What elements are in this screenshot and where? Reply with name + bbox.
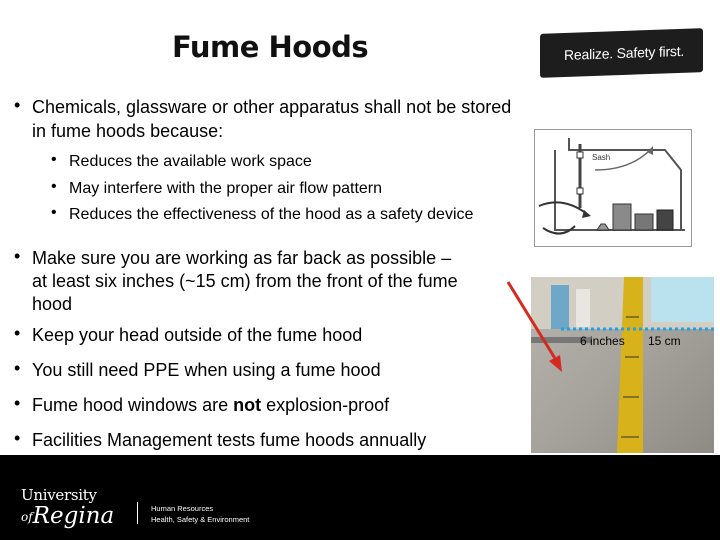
bullet-4: You still need PPE when using a fume hood <box>32 360 381 380</box>
bullet-3: Keep your head outside of the fume hood <box>32 325 363 345</box>
bullet-glyph: • <box>14 358 21 378</box>
sash-label: Sash <box>592 153 611 162</box>
dept-line-2: Health, Safety & Environment <box>151 515 250 524</box>
bullet-2-line-3: hood <box>32 294 73 314</box>
sub-bullet-1: Reduces the available work space <box>69 153 312 170</box>
fume-hood-diagram <box>534 129 692 247</box>
logo-regina: Regina <box>32 503 115 529</box>
red-arrow-pointer <box>500 278 570 378</box>
department-label <box>151 503 249 525</box>
logo-of: of <box>21 510 33 524</box>
bullet-1-line-1: Chemicals, glassware or other apparatus shall not be stored <box>32 97 512 117</box>
bullet-glyph: • <box>14 428 21 448</box>
tagline-text: Realize. Safety first. <box>564 42 685 64</box>
bullet-6: Facilities Management tests fume hoods annually <box>32 430 427 450</box>
bullet-5-prefix: Fume hood windows are <box>32 395 234 415</box>
bullet-glyph: • <box>14 95 21 115</box>
bullet-5 <box>32 394 389 416</box>
logo-university: University <box>21 486 97 504</box>
bullet-glyph: • <box>14 246 21 266</box>
safety-tagline-logo <box>540 28 703 78</box>
bullet-2-line-2: at least six inches (~15 cm) from the front of the fume <box>32 271 458 291</box>
university-of-regina-logo <box>21 486 114 529</box>
sub-bullet-glyph: • <box>51 204 57 221</box>
six-inches-label: 6 inches <box>580 334 625 348</box>
sub-bullet-glyph: • <box>51 151 57 168</box>
bullet-5-suffix: explosion-proof <box>261 395 390 415</box>
fifteen-cm-label: 15 cm <box>648 334 681 348</box>
bullet-5-emphasis: not <box>233 395 262 415</box>
sub-bullet-2: May interfere with the proper air flow pattern <box>69 180 383 197</box>
bullet-1-line-2: in fume hoods because: <box>32 121 224 141</box>
bullet-glyph: • <box>14 393 21 413</box>
slide-title: Fume Hoods <box>172 30 369 64</box>
dept-line-1: Human Resources <box>151 504 214 513</box>
sub-bullet-glyph: • <box>51 178 57 195</box>
footer-divider <box>137 502 138 524</box>
bullet-glyph: • <box>14 323 21 343</box>
bullet-2-line-1: Make sure you are working as far back as possible – <box>32 248 452 268</box>
fume-hood-airflow-illustration <box>535 130 691 246</box>
sub-bullet-3: Reduces the effectiveness of the hood as a safety device <box>69 206 474 223</box>
